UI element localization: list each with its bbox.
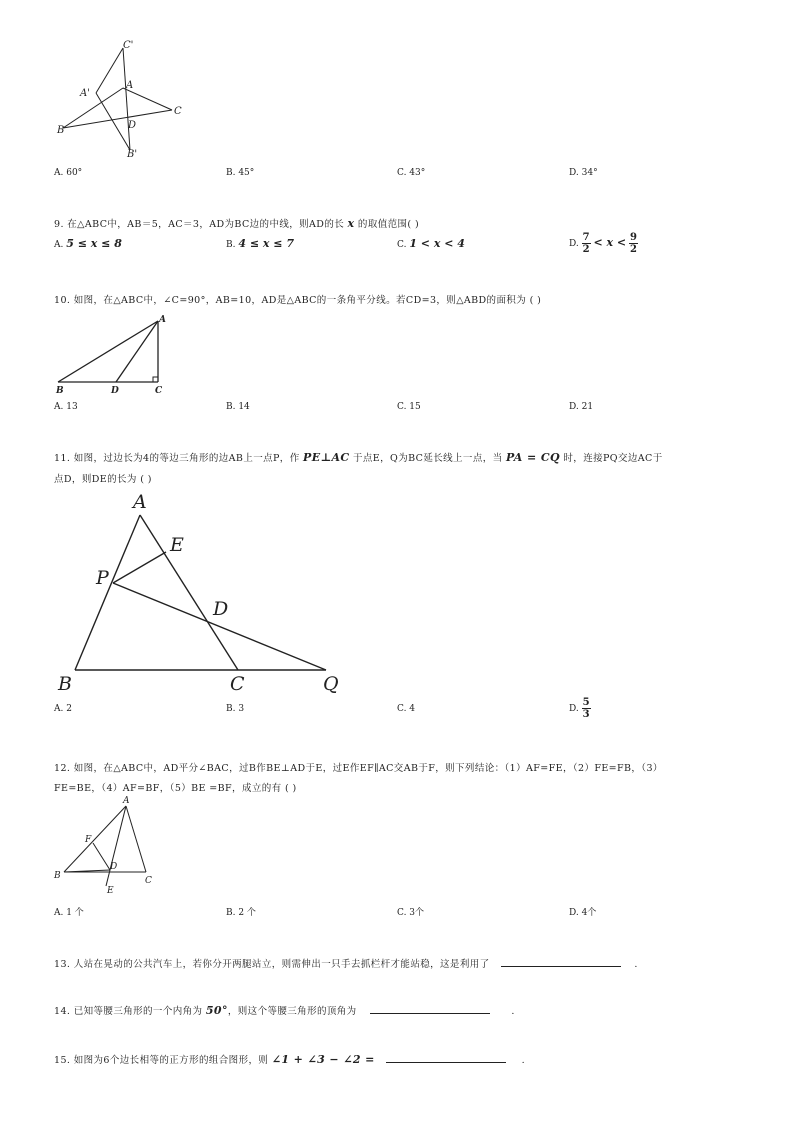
q10-label-b: B (56, 386, 64, 396)
q13-question (54, 956, 638, 970)
q11-label-d: D (213, 598, 229, 620)
q11-label-a: A (133, 491, 147, 513)
q9-option-b-math: 4 ≤ x ≤ 7 (238, 237, 294, 250)
q9-var: x (347, 217, 355, 230)
q11-math1: PE⊥AC (303, 451, 350, 464)
q15-text-pre: 15. 如图为6个边长相等的正方形的组合图形，则 (54, 1055, 272, 1066)
q12-label-f: F (85, 835, 92, 845)
q11-label-b: B (58, 673, 72, 695)
q11-label-c: C (230, 673, 245, 695)
q11-option-d-frac: $\frac{5}{3}$ (582, 697, 590, 720)
q12-option-b[interactable]: B. 2 个 (226, 908, 256, 918)
q14-text-post: ，则这个等腰三角形的顶角为 (227, 1006, 357, 1017)
q8-option-b[interactable]: B. 45° (226, 168, 255, 178)
q13-text: 13. 人站在晃动的公共汽车上，若你分开两腿站立，则需伸出一只手去抓栏杆才能站稳，这是利用了 (54, 959, 490, 970)
q9-option-c-math: 1 < x < 4 (409, 237, 465, 250)
q11-option-b[interactable]: B. 3 (226, 704, 245, 714)
label-a: A (126, 80, 134, 91)
q10-option-a[interactable]: A. 13 (54, 402, 78, 412)
q12-question-line2: FE=BE，（4）AF=BF，（5）BE =BF，成立的有 ( ) (54, 783, 297, 794)
q15-answer-blank[interactable] (386, 1053, 506, 1063)
q12-label-d: D (110, 862, 118, 872)
q9-option-a-math: 5 ≤ x ≤ 8 (66, 237, 122, 250)
q11-option-c[interactable]: C. 4 (397, 704, 416, 714)
q8-option-d[interactable]: D. 34° (569, 168, 598, 178)
label-b-prime: B' (127, 149, 138, 160)
label-d: D (128, 120, 137, 131)
q11-label-e: E (170, 534, 184, 556)
q11-label-p: P (96, 567, 109, 589)
q9-text-post: 的取值范围( ) (354, 219, 420, 230)
q10-label-c: C (155, 386, 163, 396)
q12-option-a[interactable]: A. 1 个 (54, 908, 84, 918)
q9-option-d-label: D. (569, 239, 579, 249)
label-c: C (174, 106, 182, 117)
q9-option-d-frac1: $\frac{7}{2}$ (582, 232, 590, 255)
q14-answer-blank[interactable] (370, 1004, 490, 1014)
q15-math: ∠1 + ∠3 − ∠2 = (271, 1053, 375, 1066)
q11-text-mid: 于点E，Q为BC延长线上一点，当 (349, 453, 506, 464)
q9-text-pre: 9. 在△ABC中，AB＝5，AC＝3，AD为BC边的中线，则AD的长 (54, 219, 348, 230)
q14-end: . (511, 1006, 515, 1017)
q13-end: . (634, 959, 638, 970)
q9-option-c-label: C. (397, 240, 407, 250)
q11-math2: PA = CQ (505, 451, 560, 464)
q12-label-b: B (54, 871, 61, 881)
q12-question-line1: 12. 如图，在△ABC中，AD平分∠BAC，过B作BE⊥AD于E，过E作EF∥AC交AB于F，则下列结论：（1）AF=FE，（2）FE=FB，（3） (54, 763, 663, 774)
q11-option-a[interactable]: A. 2 (54, 704, 72, 714)
q11-question-line2: 点D，则DE的长为 ( ) (54, 474, 152, 485)
q10-label-d: D (111, 386, 119, 396)
q10-option-c[interactable]: C. 15 (397, 402, 421, 412)
q11-text-pre: 11. 如图，过边长为4的等边三角形的边AB上一点P，作 (54, 453, 304, 464)
label-a-prime: A' (80, 88, 90, 99)
label-c-prime: C' (123, 40, 134, 51)
q15-question (54, 1052, 525, 1066)
q14-question (54, 1003, 515, 1017)
q11-option-d-label: D. (569, 704, 579, 714)
q14-text-pre: 14. 已知等腰三角形的一个内角为 (54, 1006, 206, 1017)
q10-option-d[interactable]: D. 21 (569, 402, 594, 412)
q10-option-b[interactable]: B. 14 (226, 402, 250, 412)
q10-label-a: A (159, 315, 166, 325)
q12-label-e: E (107, 886, 114, 896)
q8-option-a[interactable]: A. 60° (54, 168, 83, 178)
q14-math: 50° (205, 1004, 228, 1017)
q12-option-c[interactable]: C. 3个 (397, 908, 425, 918)
label-b: B (57, 125, 65, 136)
q9-option-a-label: A. (54, 240, 64, 250)
q12-label-c: C (145, 876, 152, 886)
q8-option-c[interactable]: C. 43° (397, 168, 426, 178)
q15-end: . (521, 1055, 525, 1066)
q9-option-b-label: B. (226, 240, 236, 250)
q13-answer-blank[interactable] (501, 957, 621, 967)
q9-option-d-frac2: $\frac{9}{2}$ (630, 232, 637, 255)
q12-label-a: A (123, 796, 130, 806)
q12-option-d[interactable]: D. 4个 (569, 908, 597, 918)
q11-text-post: 时，连接PQ交边AC于 (559, 453, 663, 464)
q10-question: 10. 如图，在△ABC中，∠C=90°，AB=10，AD是△ABC的一条角平分线。若CD=3，则△ABD的面积为 ( ) (54, 295, 542, 306)
q11-label-q: Q (323, 673, 339, 695)
q9-option-d-mid: < x < (593, 236, 627, 249)
